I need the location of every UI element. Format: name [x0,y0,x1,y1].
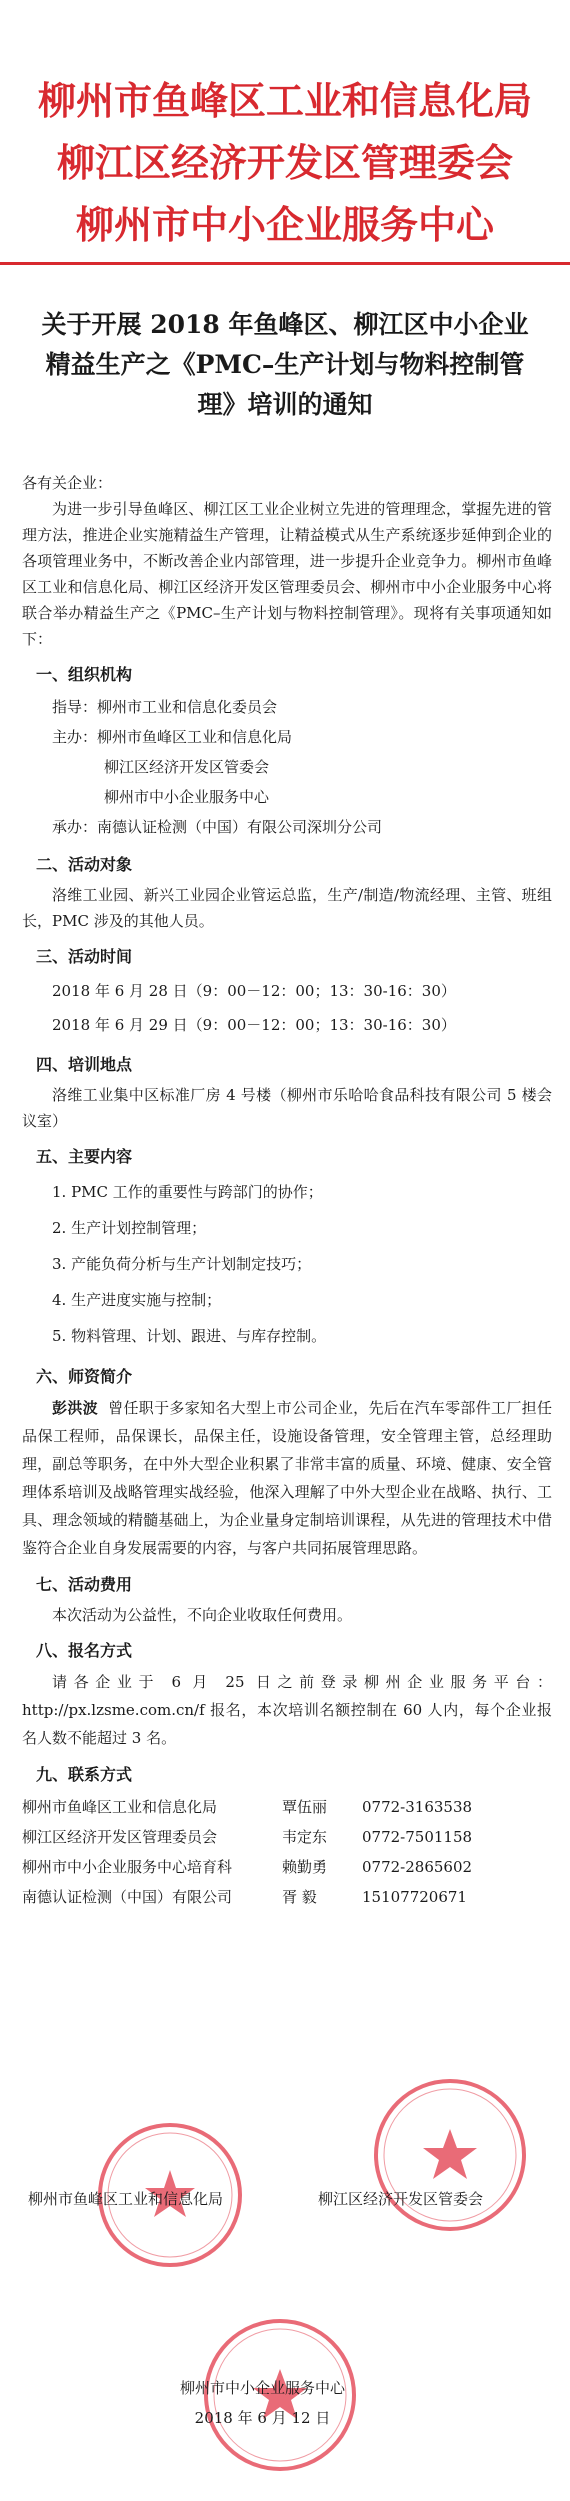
section-heading-3: 三、活动时间 [36,947,133,966]
target-paragraph: 洛维工业园、新兴工业园企业管运总监，生产/制造/物流经理、主管、班组长，PMC 涉及的其他人员。 [22,886,552,930]
signup-paragraph: 请各企业于 6 月 25 日之前登录柳州企业服务平台：http://px.lzsme.com.cn/f 报名，本次培训名额控制在 60 人内，每个企业报名人数不能超过 3 名。 [22,1673,552,1747]
signature-org-3: 柳州市中小企业服务中心 [180,2379,346,2397]
contact-row [22,1792,552,1822]
document-title [20,305,550,425]
content-item-5: 5. 物料管理、计划、跟进、与库存控制。 [52,1327,327,1345]
signature-date: 2018 年 6 月 12 日 [194,2409,331,2427]
section-heading-5: 五、主要内容 [36,1147,133,1166]
section-heading-6: 六、师资简介 [36,1367,133,1386]
contact-org: 柳州市中小企业服务中心培育科 [22,1858,233,1876]
content-item-3: 3. 产能负荷分析与生产计划制定技巧； [52,1255,312,1273]
contact-row [22,1852,552,1882]
section-heading-4: 四、培训地点 [36,1055,133,1074]
signature-org-1: 柳州市鱼峰区工业和信息化局 [28,2190,224,2208]
section-heading-2: 二、活动对象 [36,855,133,874]
official-seal-icon [370,2075,530,2235]
organizer-value: 南德认证检测（中国）有限公司深圳分公司 [97,818,383,836]
host-row [22,722,552,752]
contact-name: 覃伍丽 [282,1798,328,1816]
place-paragraph: 洛维工业集中区标准厂房 4 号楼（柳州市乐哈哈食品科技有限公司 5 楼会议室） [22,1086,552,1130]
host-value-2: 柳江区经济开发区管委会 [104,758,270,776]
contact-phone: 15107720671 [362,1888,467,1906]
guide-label: 指导： [52,698,98,716]
time-line-1: 2018 年 6 月 28 日（9：00－12：00；13：30-16：30） [52,982,456,1000]
host-value-3: 柳州市中小企业服务中心 [104,788,270,806]
contact-phone: 0772-7501158 [362,1828,473,1846]
header-org-3: 柳州市中小企业服务中心 [75,203,494,247]
contact-row [22,1882,552,1912]
section-heading-8: 八、报名方式 [36,1641,133,1660]
organizer-row [22,812,552,842]
teacher-paragraph [22,1394,552,1562]
header-org-1: 柳州市鱼峰区工业和信息化局 [37,79,532,123]
teacher-bio: 曾任职于多家知名大型上市公司企业，先后在汽车零部件工厂担任品保工程师，品保课长，品保主任，设施设备管理，安全管理主管，总经理助理，副总等职务，在中外大型企业积累了非常丰富的质量、环境、健康、安全管理体系培训及战略管理实战经验，他深入理解了中外大型企业在战略、执行、工具、理念领域的精髓基础上，为企业量身定制培训课程，从先进的管理技术中借鉴符合企业自身发展需要的内容，与客户共同拓展管理思路。 [22,1399,552,1557]
contact-org: 柳江区经济开发区管理委员会 [22,1828,218,1846]
contact-name: 赖勤勇 [282,1858,328,1876]
time-line-2: 2018 年 6 月 29 日（9：00－12：00；13：30-16：30） [52,1016,456,1034]
host-value-1: 柳州市鱼峰区工业和信息化局 [97,728,293,746]
host-label: 主办： [52,728,98,746]
salutation: 各有关企业： [22,474,113,492]
section-heading-1: 一、组织机构 [36,665,133,684]
header-org-2: 柳江区经济开发区管理委会 [56,141,513,185]
contact-name: 胥 毅 [282,1888,317,1906]
content-item-1: 1. PMC 工作的重要性与跨部门的协作； [52,1183,323,1201]
teacher-name: 彭洪波 [52,1399,98,1417]
contact-org: 南德认证检测（中国）有限公司 [22,1888,233,1906]
contact-phone: 0772-2865602 [362,1858,473,1876]
fee-paragraph: 本次活动为公益性，不向企业收取任何费用。 [52,1606,353,1624]
header-divider [0,262,570,265]
document-body [22,470,552,1912]
contact-name: 韦定东 [282,1828,328,1846]
letterhead [0,70,570,256]
signature-org-2: 柳江区经济开发区管委会 [318,2190,484,2208]
section-heading-7: 七、活动费用 [36,1575,133,1594]
contact-row [22,1822,552,1852]
intro-paragraph: 为进一步引导鱼峰区、柳江区工业企业树立先进的管理理念，掌握先进的管理方法，推进企业实施精益生产管理，让精益模式从生产系统逐步延伸到企业的各项管理业务中，不断改善企业内部管理，进一步提升企业竞争力。柳州市鱼峰区工业和信息化局、柳江区经济开发区管理委员会、柳州市中小企业服务中心将联合举办精益生产之《PMC–生产计划与物料控制管理》。现将有关事项通知如下： [22,500,552,648]
content-item-2: 2. 生产计划控制管理； [52,1219,207,1237]
title-line-3: 理》培训的通知 [197,390,373,419]
signature-block [180,2373,345,2433]
section-heading-9: 九、联系方式 [36,1765,133,1784]
contact-org: 柳州市鱼峰区工业和信息化局 [22,1798,218,1816]
guide-row [22,692,552,722]
guide-value: 柳州市工业和信息化委员会 [97,698,278,716]
organizer-label: 承办： [52,818,98,836]
content-item-4: 4. 生产进度实施与控制； [52,1291,222,1309]
title-line-2: 精益生产之《PMC–生产计划与物料控制管 [45,350,525,379]
title-line-1: 关于开展 2018 年鱼峰区、柳江区中小企业 [41,310,529,339]
contact-phone: 0772-3163538 [362,1798,473,1816]
